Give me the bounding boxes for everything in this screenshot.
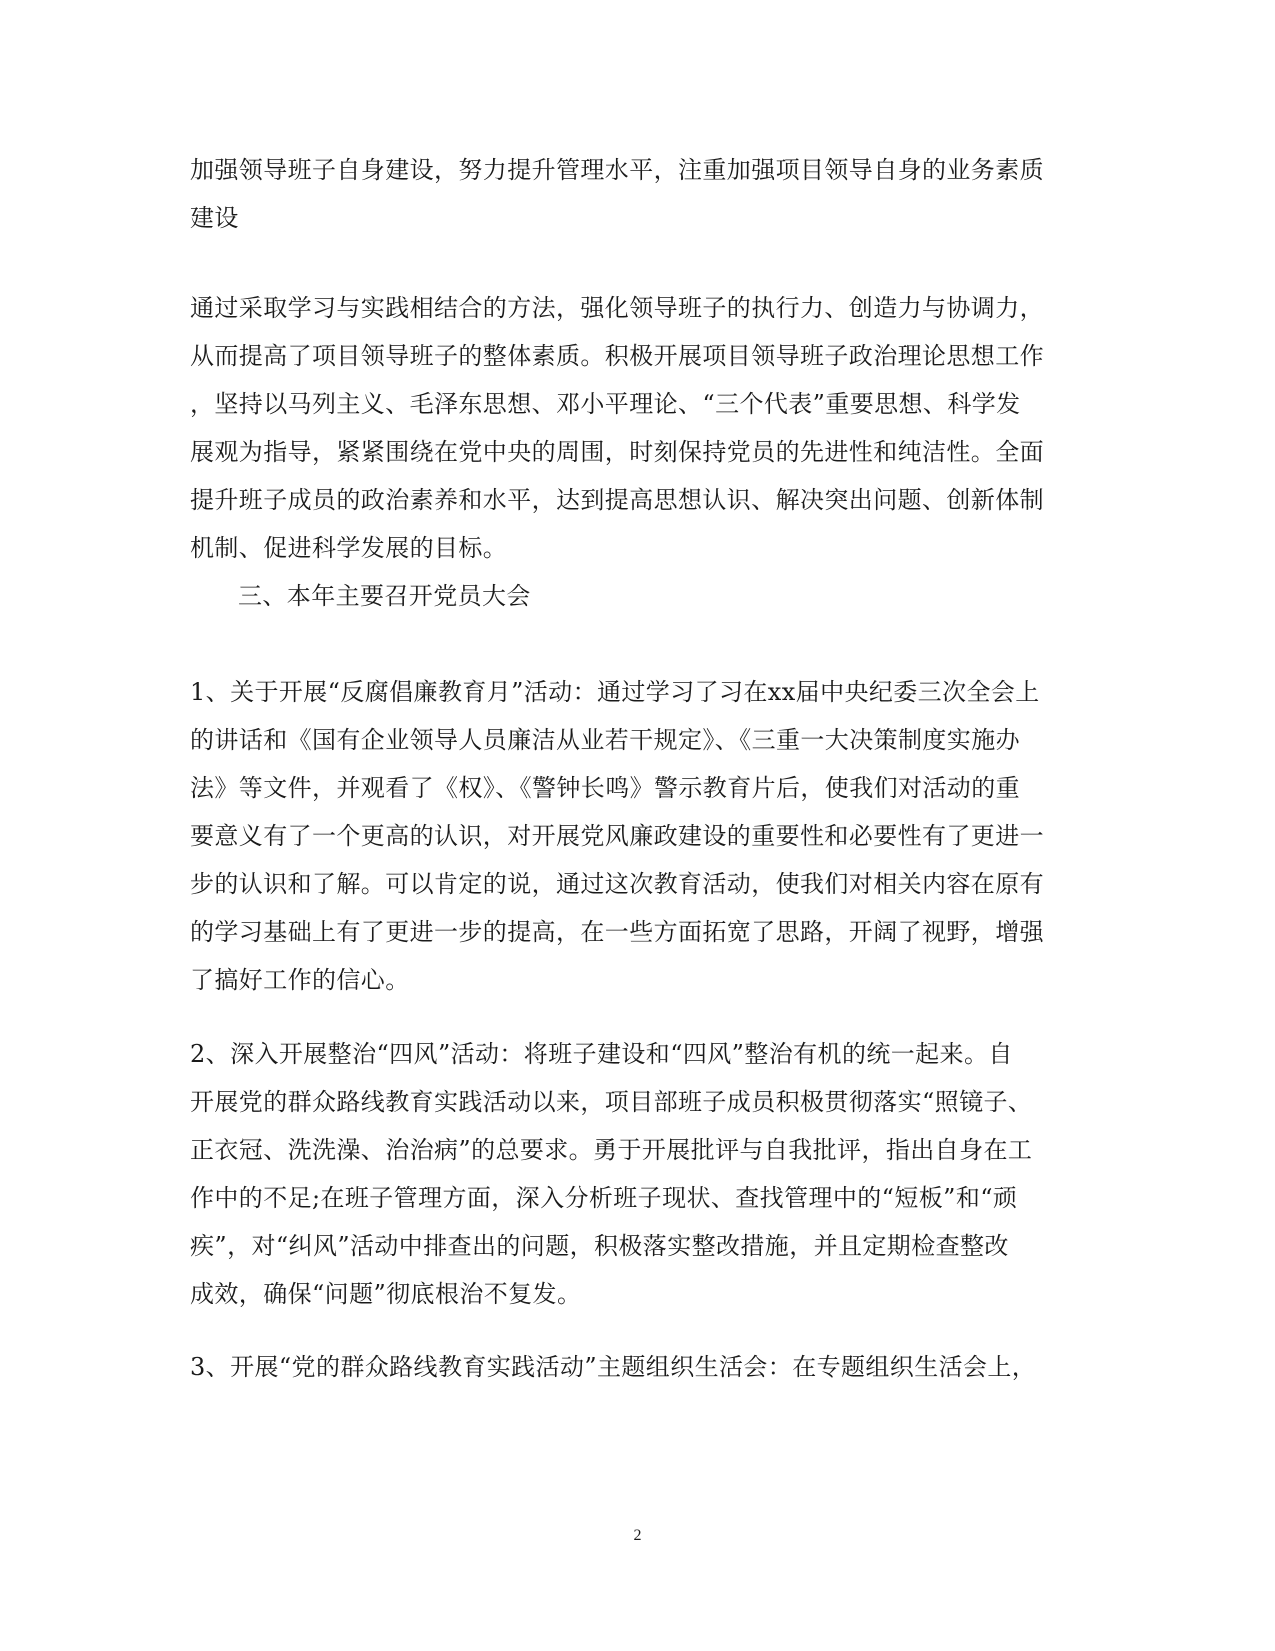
text-line: 疾”，对“纠风”活动中排查出的问题，积极落实整改措施，并且定期检查整改 [190,1232,1009,1260]
text-line: 步的认识和了解。可以肯定的说，通过这次教育活动，使我们对相关内容在原有 [190,870,1044,898]
text-line: 成效，确保“问题”彻底根治不复发。 [190,1280,582,1308]
text-line: 2、深入开展整治“四风”活动：将班子建设和“四风”整治有机的统一起来。自 [190,1040,1013,1068]
text-line: 通过采取学习与实践相结合的方法，强化领导班子的执行力、创造力与协调力， [190,294,1044,322]
text-line: 3、开展“党的群众路线教育实践活动”主题组织生活会：在专题组织生活会上， [190,1353,1037,1381]
section-heading: 三、本年主要召开党员大会 [238,582,531,610]
text-line: 作中的不足;在班子管理方面，深入分析班子现状、查找管理中的“短板”和“顽 [190,1184,1018,1212]
text-line: 从而提高了项目领导班子的整体素质。积极开展项目领导班子政治理论思想工作 [190,342,1044,370]
page-number: 2 [633,1527,642,1544]
body-paragraph [190,284,1070,620]
text-line: 加强领导班子自身建设，努力提升管理水平，注重加强项目领导自身的业务素质 [190,156,1044,184]
text-line: 开展党的群众路线教育实践活动以来，项目部班子成员积极贯彻落实“照镜子、 [190,1088,1033,1116]
text-line: 法》等文件，并观看了《权》、《警钟长鸣》警示教育片后，使我们对活动的重 [190,774,1020,802]
text-line: 机制、促进科学发展的目标。 [190,534,508,562]
text-line: 的讲话和《国有企业领导人员廉洁从业若干规定》、《三重一大决策制度实施办 [190,726,1020,754]
text-line: 要意义有了一个更高的认识，对开展党风廉政建设的重要性和必要性有了更进一 [190,822,1044,850]
list-item-3 [190,1343,1070,1391]
text-line: 的学习基础上有了更进一步的提高，在一些方面拓宽了思路，开阔了视野，增强 [190,918,1044,946]
text-line: 建设 [190,204,239,232]
text-line: 提升班子成员的政治素养和水平，达到提高思想认识、解决突出问题、创新体制 [190,486,1044,514]
text-line: 正衣冠、洗洗澡、治治病”的总要求。勇于开展批评与自我批评，指出自身在工 [190,1136,1033,1164]
list-item-2 [190,1030,1070,1318]
text-line: 展观为指导，紧紧围绕在党中央的周围，时刻保持党员的先进性和纯洁性。全面 [190,438,1044,466]
text-line: ，坚持以马列主义、毛泽东思想、邓小平理论、“三个代表”重要思想、科学发 [190,390,1021,418]
text-line: 1、关于开展“反腐倡廉教育月”活动：通过学习了习在xx届中央纪委三次全会上 [190,678,1040,706]
heading-paragraph [190,146,1070,242]
text-line: 了搞好工作的信心。 [190,966,410,994]
list-item-1 [190,668,1070,1004]
